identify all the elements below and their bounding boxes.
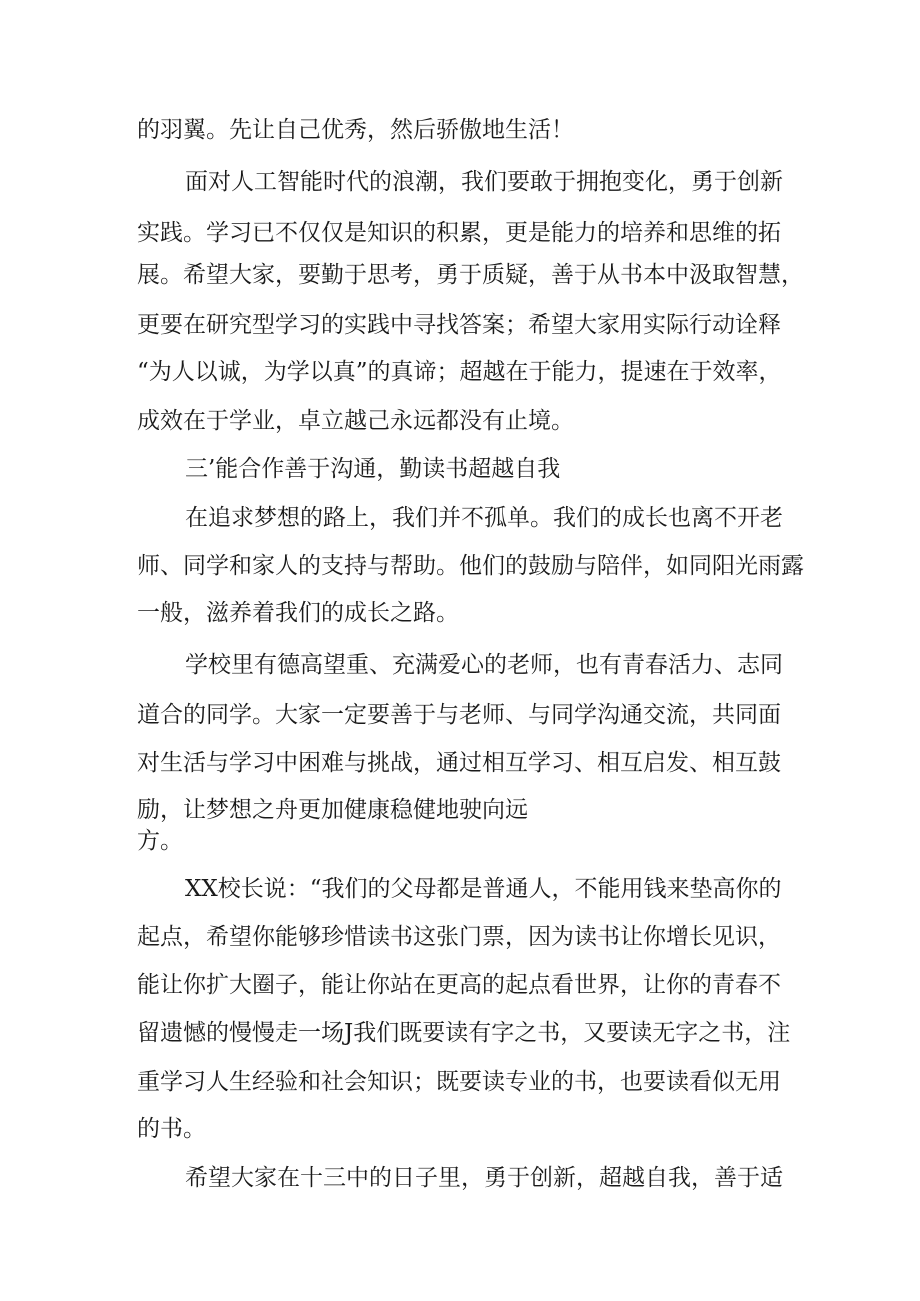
paragraph-start-line: 面对人工智能时代的浪潮，我们要敢于拥抱变化，勇于创新 — [185, 169, 783, 195]
text-line: 方。 — [137, 828, 183, 854]
text-line: 的羽翼。先让自己优秀，然后骄傲地生活！ — [137, 117, 574, 143]
text-line: 更要在研究型学习的实践中寻找答案；希望大家用实际行动诠释 — [137, 312, 781, 338]
section-heading: 三’能合作善于沟通，勤读书超越自我 — [185, 456, 561, 482]
paragraph-start-line: 希望大家在十三中的日子里，勇于创新，超越自我，善于适 — [185, 1165, 783, 1191]
text-line: 师、同学和家人的支持与帮助。他们的鼓励与陪伴，如同阳光雨露 — [137, 553, 804, 579]
text-line: 起点，希望你能够珍惜读书这张门票，因为读书让你增长见识， — [137, 924, 781, 950]
paragraph-start-line: 在追求梦想的路上，我们并不孤单。我们的成长也离不开老 — [185, 505, 783, 531]
text-line: 的书。 — [137, 1116, 206, 1142]
text-line: 励，让梦想之舟更加健康稳健地驶向远 — [137, 797, 528, 823]
text-line: 展。希望大家，要勤于思考，勇于质疑，善于从书本中汲取智慧， — [137, 262, 804, 288]
text-line: 重学习人生经验和社会知识；既要读专业的书，也要读看似无用 — [137, 1069, 781, 1095]
text-line: 对生活与学习中困难与挑战，通过相互学习、相互启发、相互鼓 — [137, 750, 781, 776]
paragraph-start-line: 学校里有德高望重、充满爱心的老师，也有青春活力、志同 — [185, 652, 783, 678]
text-line: 一般，滋养着我们的成长之路。 — [137, 600, 459, 626]
text-line: 道合的同学。大家一定要善于与老师、与同学沟通交流，共同面 — [137, 702, 781, 728]
paragraph-start-line: XX校长说：“我们的父母都是普通人，不能用钱来垫高你的 — [185, 876, 782, 902]
text-line: 成效在于学业，卓立越己永远都没有止境。 — [137, 408, 574, 434]
text-line: 能让你扩大圈子，能让你站在更高的起点看世界，让你的青春不 — [137, 972, 781, 998]
text-line: “为人以诚，为学以真”的真谛；超越在于能力，提速在于效率， — [137, 359, 782, 385]
text-line: 留遗憾的慢慢走一场J我们既要读有字之书，又要读无字之书，注 — [137, 1020, 791, 1046]
text-line: 实践。学习已不仅仅是知识的积累，更是能力的培养和思维的拓 — [137, 220, 781, 246]
